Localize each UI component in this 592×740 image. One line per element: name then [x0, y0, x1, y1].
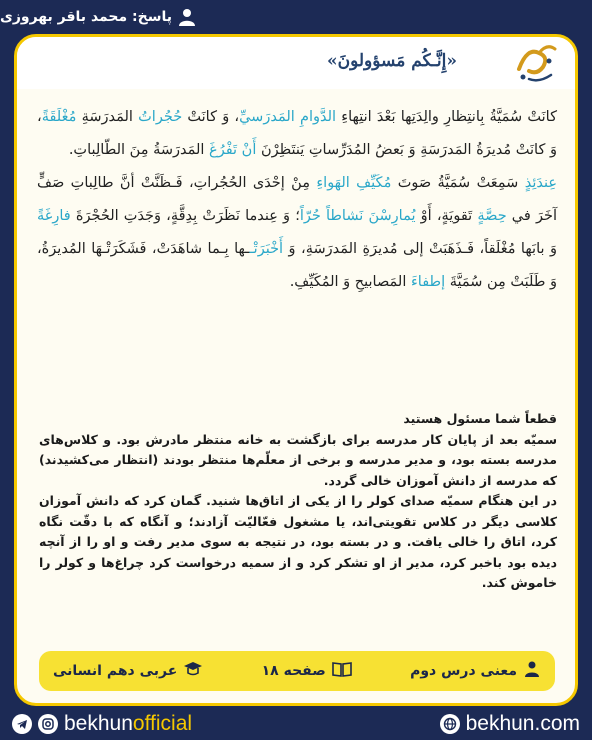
arabic-paragraph-2: [37, 167, 557, 299]
book-icon: [332, 661, 352, 681]
arabic-text: [37, 101, 557, 299]
lesson-title: «إِنَّـکُم مَسؤولونَ»: [326, 51, 457, 71]
highlighted-word: مُکَيِّفِ الهَواءِ: [316, 175, 392, 191]
social-handle[interactable]: [12, 712, 192, 736]
bottom-bar: [0, 708, 592, 740]
text-segment: المَدرَسَةِ: [76, 109, 139, 125]
header-bar: [0, 0, 592, 34]
persian-translation: [39, 409, 557, 594]
highlighted-word: الدَّوامِ المَدرَسيِّ: [239, 109, 337, 125]
instagram-icon[interactable]: [38, 714, 58, 734]
card-header: [17, 37, 575, 89]
brand-handle-suffix: official: [132, 712, 193, 735]
highlighted-word: مُغْلَقَةً: [41, 109, 77, 125]
highlighted-word: إطفاءَ: [410, 274, 446, 290]
lesson-info-bar: [39, 651, 555, 691]
brand-handle: [64, 712, 192, 736]
highlighted-word: أَخْبَرَتْـ: [249, 241, 284, 257]
lesson-meaning: معنی درس دوم: [410, 663, 517, 679]
text-segment: المَدرَسَةُ مِنَ الطّالِباتِ.: [68, 142, 210, 158]
text-segment: ؛ وَ عِندما نَظَرَتْ بِدِقَّةٍ، وَجَدَتِ الحُجْرَةَ: [70, 208, 300, 224]
graduation-cap-icon: [183, 661, 203, 681]
highlighted-word: يُمارِسْنَ نَشاطاً حُرّاً: [299, 208, 416, 224]
text-segment: المَصابيحِ وَ المُکَيِّفِ.: [289, 274, 411, 290]
text-segment: ، وَ کانَتْ: [182, 109, 240, 125]
translation-paragraph-2: در این هنگام سمیّه صدای کولر را از یکی از اتاق‌ها شنید. گمان کرد که دانش آموزان کلاسی دیگر در کلاس تقویتی‌اند، یا مشغول فعّالیّت آزادند؛ و آنگاه که با دقّت نگاه کرد، اتاق را خالی یافت. و در بسته بود، در نتیجه به سوی مدیر رفت و او را از آنچه دیده بود باخبر کرد، مدیر از او تشکر کرد و از سمیه درخواست کرد چراغ‌ها و کولر را خاموش کند.: [39, 493, 557, 590]
text-segment: وَ بابَها مُغْلَقاً، فَـذَهَبَتْ إلی مُديرَةِ المَدرَسَةِ، وَ: [283, 241, 557, 257]
globe-icon: [440, 714, 460, 734]
bekhun-logo: [509, 39, 561, 85]
translation-paragraph-1: سمیّه بعد از پایان کار مدرسه برای بازگشت به خانه منتظر مادرش بود. و کلاس‌های مدرسه بسته بود، و مدیر مدرسه و برخی از معلّم‌ها منتظر بودند (انتظار می‌کشیدند) که مدرسه از دانش آموزان خالی گردد.: [39, 431, 557, 488]
content-card: [14, 34, 578, 706]
arabic-paragraph-1: [37, 101, 557, 167]
website-url: bekhun.com: [465, 712, 580, 735]
user-icon: [178, 8, 196, 26]
highlighted-word: حِصَّةٍ: [477, 208, 507, 224]
teacher-icon: [523, 660, 541, 682]
lesson-meaning-item: [410, 660, 541, 682]
text-segment: مِنْ إحْدَی الحُجُراتِ، فَـظَنَّتْ أنَّ طالِباتِ صَفٍّ آخَرَ في: [37, 175, 557, 224]
answer-author: پاسخ: محمد باقر بهروزی: [0, 9, 173, 25]
highlighted-word: حُجُراتُ: [138, 109, 183, 125]
telegram-icon[interactable]: [12, 714, 32, 734]
page-item: [262, 661, 352, 681]
text-segment: ـها بِـما شاهَدَتْ، فَشَکَرَتْـهَا المُديرَةُ، وَ طَلَبَتْ مِن سُمَيَّةَ: [37, 241, 557, 290]
text-segment: ، وَ کانَتْ مُديرَةُ المَدرَسَةِ وَ بَعضُ المُدَرِّساتِ يَنتَظِرْنَ: [37, 109, 557, 158]
text-segment: تَقويَةٍ، أَوْ: [415, 208, 478, 224]
text-segment: کانَتْ سُمَيَّةُ بِانتِظارِ والِدَتِها بَعْدَ انتِهاءِ: [336, 109, 557, 125]
book-name: عربی دهم انسانی: [53, 663, 178, 679]
text-segment: سَمِعَتْ سُمَيَّةُ صَوتَ: [391, 175, 525, 191]
translation-title: قطعاً شما مسئول هستید: [403, 411, 557, 426]
website-link[interactable]: [440, 712, 580, 736]
highlighted-word: فارِغَةً: [37, 208, 71, 224]
brand-handle-main: bekhun: [64, 712, 133, 735]
page-number: صفحه ۱۸: [261, 663, 326, 679]
book-item: [53, 661, 203, 681]
highlighted-word: أَنْ تَفْرُغَ: [209, 142, 257, 158]
highlighted-word: عِندَئِذٍ: [524, 175, 557, 191]
